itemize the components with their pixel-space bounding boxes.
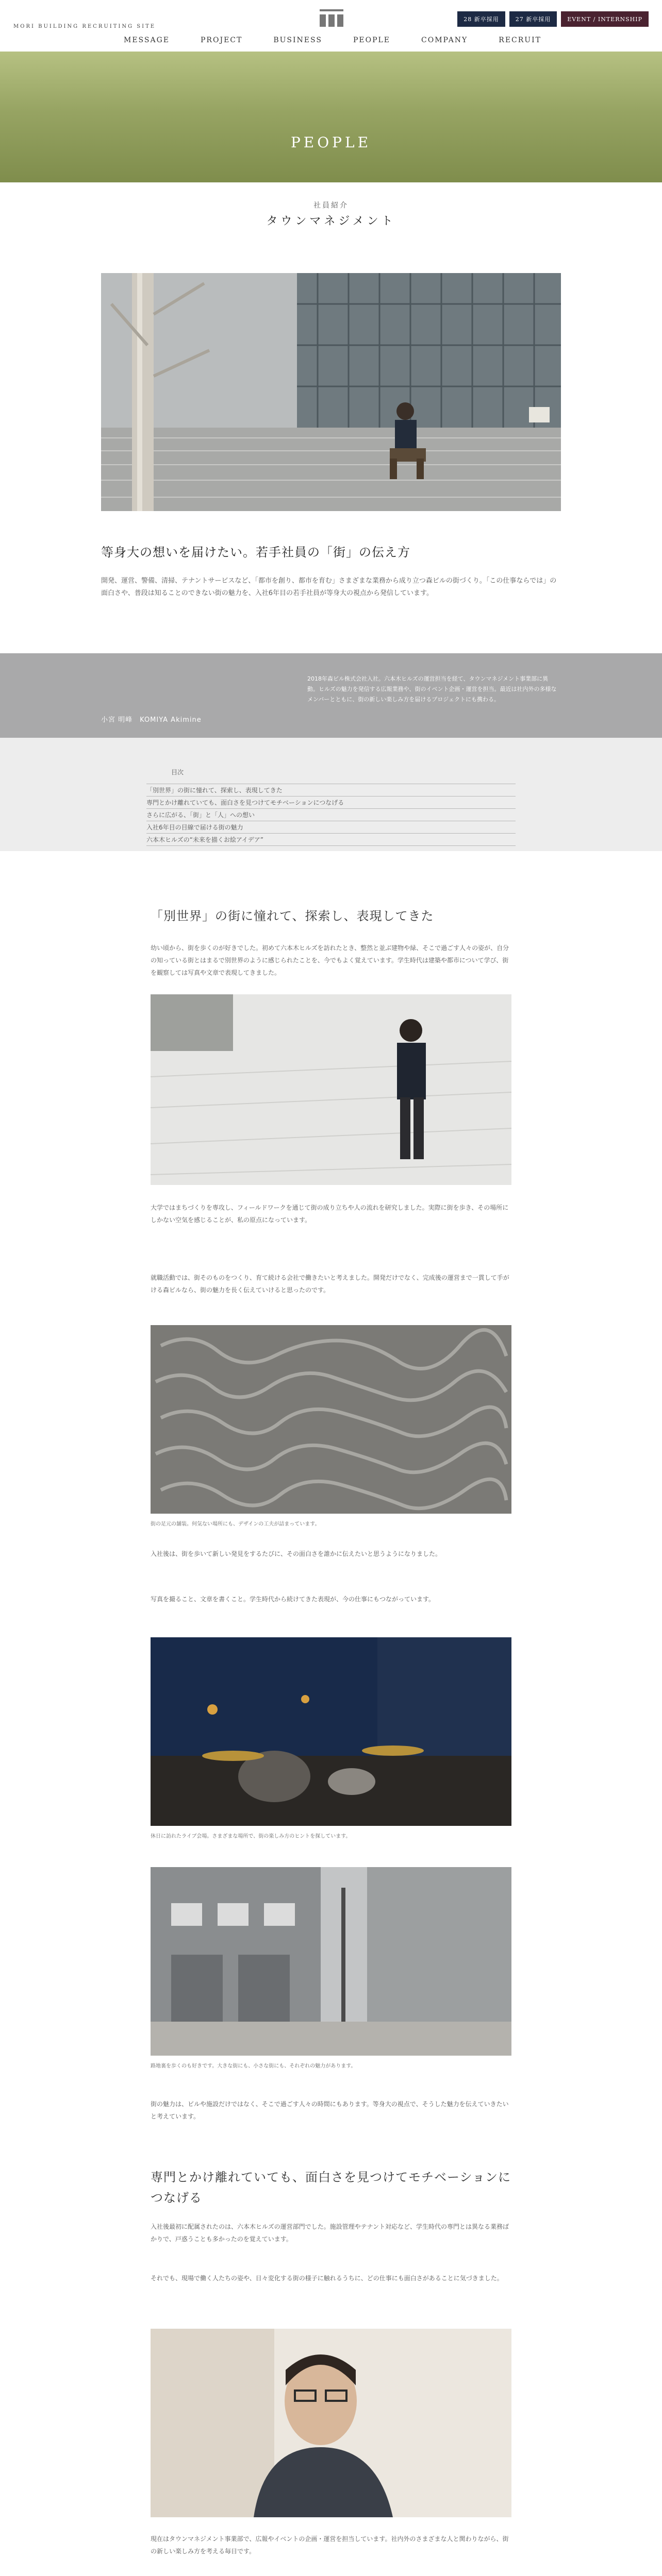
event-internship-button[interactable]: EVENT / INTERNSHIP: [561, 11, 649, 27]
section1-paragraph: 幼い頃から、街を歩くのが好きでした。初めて六本木ヒルズを訪れたとき、整然と並ぶ建物や緑、そこで過ごす人々の姿が、自分の知っている街とはまるで別世界のように感じられたことを、今でもよく覚えています。学生時代は建築や都市について学び、街を観察しては写真や文章で表現してきました。: [151, 944, 509, 976]
section1-paragraph: 入社後は、街を歩いて新しい発見をするたびに、その面白さを誰かに伝えたいと思うようになりました。: [151, 1550, 442, 1557]
table-of-contents: [0, 738, 662, 851]
section2-paragraph: 現在はタウンマネジメント事業部で、広報やイベントの企画・運営を担当しています。社内外のさまざまな人と関わりながら、街の新しい楽しみ方を考える毎日です。: [151, 2535, 509, 2555]
recruit-28-button[interactable]: 28 新卒採用: [457, 11, 505, 27]
recruit-27-button[interactable]: 27 新卒採用: [509, 11, 557, 27]
nav-project[interactable]: PROJECT: [201, 36, 243, 44]
toc-heading: 目次: [171, 769, 184, 776]
profile-text: 2018年森ビル株式会社入社。六本木ヒルズの運営担当を経て、タウンマネジメント事業部に異動。ヒルズの魅力を発信する広報業務や、街のイベント企画・運営を担当。最近は社内外の多様なメンバーとともに、街の新しい楽しみ方を届けるプロジェクトにも携わる。: [307, 675, 557, 703]
toc-item[interactable]: 入社6年目の目線で届ける街の魅力: [146, 821, 516, 833]
nav-company[interactable]: COMPANY: [421, 36, 468, 44]
toc-item[interactable]: 専門とかけ離れていても、面白さを見つけてモチベーションにつなげる: [146, 796, 516, 808]
photo-person-walking: [151, 994, 511, 1185]
lead-title: 等身大の想いを届けたい。若手社員の「街」の伝え方: [101, 545, 410, 560]
global-nav: [124, 36, 541, 44]
intro-title: タウンマネジメント: [266, 215, 396, 228]
photo-drum-kit-night: [151, 1637, 511, 1826]
photo-portrait-smiling: [151, 2329, 511, 2517]
mori-building-logo-icon[interactable]: [320, 9, 343, 30]
section2-paragraph: 入社後最初に配属されたのは、六本木ヒルズの運営部門でした。施設管理やテナント対応など、学生時代の専門とは異なる業務ばかりで、戸惑うことも多かったのを覚えています。: [151, 2223, 509, 2243]
section1-paragraph: 写真を撮ること、文章を書くこと。学生時代から続けてきた表現が、今の仕事にもつながっています。: [151, 1596, 435, 1603]
photo-caption: 路地裏を歩くのも好きです。大きな街にも、小さな街にも、それぞれの魅力があります。: [151, 2063, 356, 2069]
section2-paragraph: それでも、現場で働く人たちの姿や、日々変化する街の様子に触れるうちに、どの仕事にも面白さがあることに気づきました。: [151, 2275, 503, 2282]
nav-people[interactable]: PEOPLE: [353, 36, 391, 44]
profile-name: 小宮 明峰 KOMIYA Akimine: [101, 716, 202, 724]
intro-subtitle: 社員紹介: [313, 201, 349, 210]
main-photo-person-on-steps: [101, 273, 561, 511]
photo-alley-street: [151, 1867, 511, 2056]
lead-body: 開発、運営、警備、清掃、テナントサービスなど、「都市を創り、都市を育む」さまざまな業務から成り立つ森ビルの街づくり。「この仕事ならでは」の面白さや、普段は知ることのできない街の魅力を、入社6年目の若手社員が等身大の視点から発信しています。: [101, 577, 557, 597]
section1-title: 「別世界」の街に憧れて、探索し、表現してきた: [151, 909, 434, 923]
section2-title: 専門とかけ離れていても、面白さを見つけてモチベーションにつなげる: [151, 2170, 511, 2205]
section1-paragraph: 大学ではまちづくりを専攻し、フィールドワークを通じて街の成り立ちや人の流れを研究しました。実際に街を歩き、その場所にしかない空気を感じることが、私の原点になっています。: [151, 1204, 509, 1224]
hero-banner: [0, 52, 662, 182]
toc-item[interactable]: さらに広がる、「街」と「人」への想い: [146, 808, 516, 821]
nav-message[interactable]: MESSAGE: [124, 36, 170, 44]
header-buttons: [457, 11, 649, 27]
nav-recruit[interactable]: RECRUIT: [499, 36, 541, 44]
photo-paving-pattern: [151, 1325, 511, 1514]
section1-paragraph: 就職活動では、街そのものをつくり、育て続ける会社で働きたいと考えました。開発だけでなく、完成後の運営まで一貫して手がける森ビルなら、街の魅力を長く伝えていけると思ったのです。: [151, 1274, 509, 1294]
photo-caption: 休日に訪れたライブ会場。さまざまな場所で、街の楽しみ方のヒントを探しています。: [151, 1834, 351, 1839]
hero-title: PEOPLE: [290, 134, 372, 151]
site-label: MORI BUILDING RECRUITING SITE: [13, 24, 156, 29]
toc-item[interactable]: 六本木ヒルズの“未来を描くお絵アイデア”: [146, 833, 516, 846]
section1-paragraph: 街の魅力は、ビルや施設だけではなく、そこで過ごす人々の時間にもあります。等身大の視点で、そうした魅力を伝えていきたいと考えています。: [151, 2100, 509, 2120]
toc-item[interactable]: 「別世界」の街に憧れて、探索し、表現してきた: [146, 784, 516, 796]
photo-caption: 街の足元の舗装。何気ない場所にも、デザインの工夫が詰まっています。: [151, 1521, 320, 1527]
profile-band: [0, 653, 662, 738]
site-header: [0, 0, 662, 52]
nav-business[interactable]: BUSINESS: [273, 36, 322, 44]
